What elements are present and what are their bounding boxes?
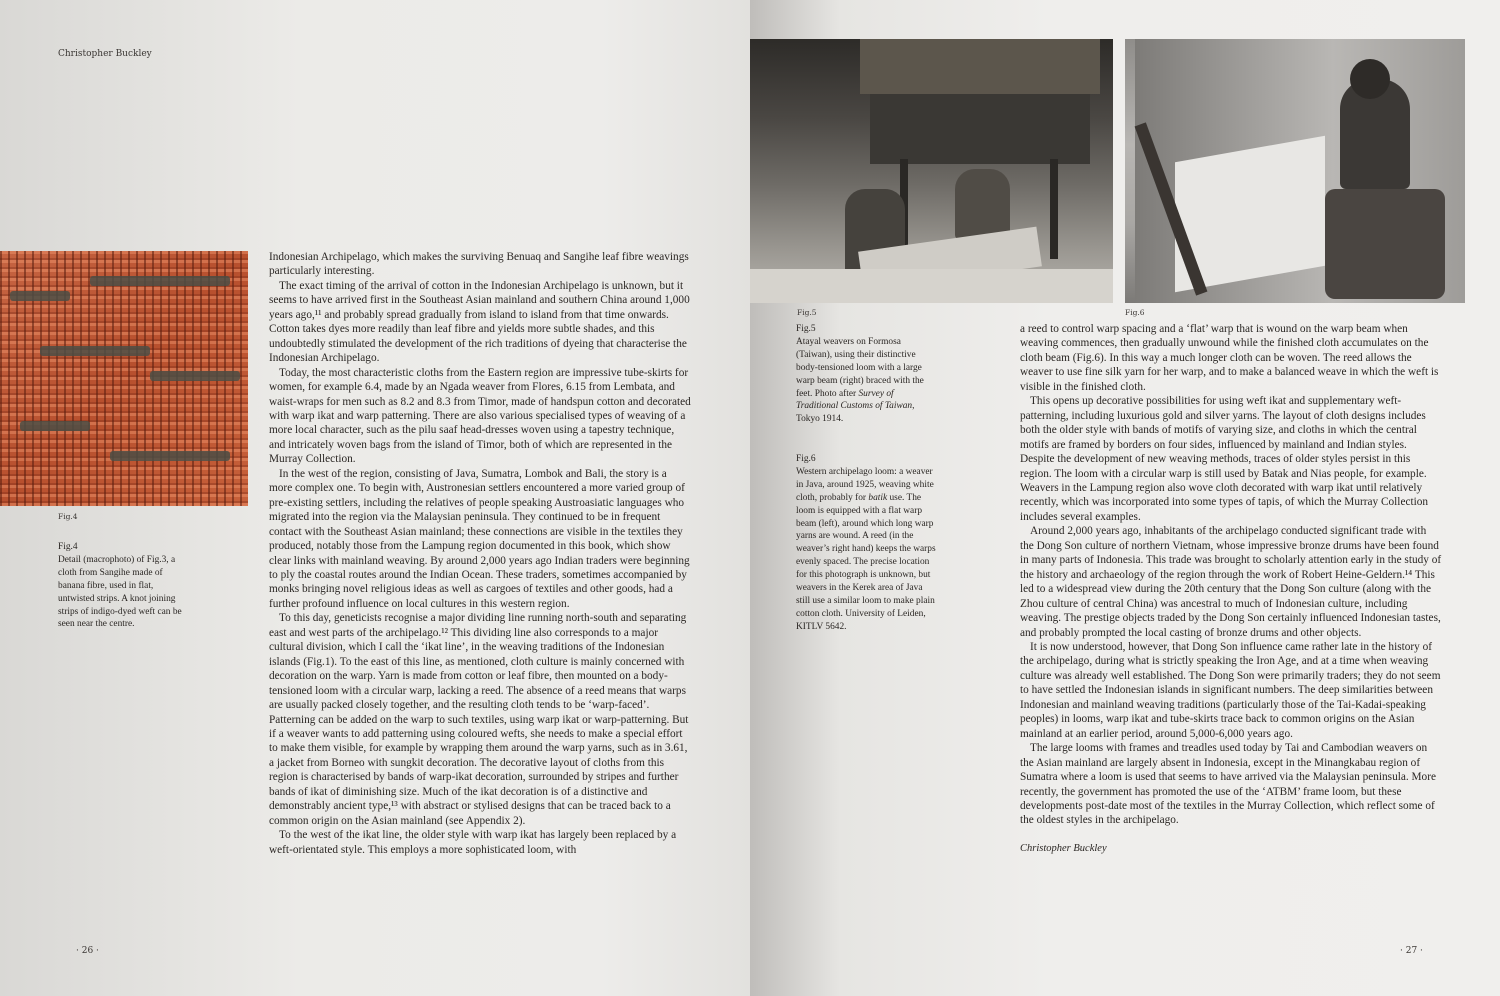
running-header: Christopher Buckley (58, 49, 152, 59)
page-number: · 27 · (1400, 946, 1423, 956)
fig5-photo (750, 39, 1113, 303)
fig4-caption-text: Detail (macrophoto) of Fig.3, a cloth from Sangihe made of banana fibre, used in flat, untwisted strips. A knot joining strips of indigo-dyed weft can be seen near the centre. (58, 554, 182, 630)
page-27 (750, 0, 1500, 996)
fig4-caption-number: Fig.4 (58, 542, 78, 552)
fig6-caption (796, 453, 936, 634)
fig4-caption (58, 541, 190, 631)
fig6-caption-text: Western archipelago loom: a weaver in Java, around 1925, weaving white cloth, probably for (796, 466, 934, 503)
fig6-photo (1125, 39, 1465, 303)
paragraph: The exact timing of the arrival of cotton in the Indonesian Archipelago is unknown, but it seems to have arrived first in the Southeast Asian mainland and southern China around 1,000 years ago,¹¹ and probably spread gradually from island to island from that time onwards. Cotton takes dyes more readily than leaf fibre and yields more subtle shades, and this undoubtedly stimulated the development of the rich traditions of dyeing that characterise the Indonesian Archipelago. (269, 279, 690, 365)
fig5-label: Fig.5 (797, 308, 817, 317)
fig6-caption-end: use. The loom is equipped with a flat warp beam (left), around which long warp yarns are wound. A reed (in the weaver’s right hand) keeps the warps evenly spaced. The precise location for this photograph is unknown, but weavers in the Kerek area of Java still use a similar loom to make plain cotton cloth. University of Leiden, KITLV 5642. (796, 492, 936, 632)
page-number: · 26 · (76, 946, 99, 956)
fig5-caption-number: Fig.5 (796, 324, 816, 334)
left-body-text (269, 250, 691, 857)
paragraph: In the west of the region, consisting of Java, Sumatra, Lombok and Bali, the story is a more complex one. To begin with, Austronesian settlers encountered a more varied group of pre-existing settlers, including the relatives of people speaking Austroasiatic languages who migrated into the region via the Malaysian peninsula. They continued to be in frequent contact with the Southeast Asian mainland; these connections are visible in the textiles they produced, notably those from the Lampung region documented in this book, which show clear links with mainland weaving. By around 2,000 years ago Indian traders were beginning to ply the coastal routes around the Indian Ocean. These traders, sometimes accompanied by monks bringing novel religious ideas as well as cargoes of textiles and other goods, had a further profound influence on local cultures in this western region. (269, 467, 690, 610)
fig6-caption-number: Fig.6 (796, 454, 816, 464)
paragraph: Around 2,000 years ago, inhabitants of the archipelago conducted significant trade with the Dong Son culture of northern Vietnam, whose impressive bronze drums have been found in many parts of Indonesia. This trade was brought to scholarly attention early in the study of the history and archaeology of the region through the work of Robert Heine-Geldern.¹⁴ This led to a widespread view during the 20th century that the Dong Son culture (along with the Zhou culture of central China) was ancestral to much of Indonesian culture, including weaving. The prestige objects traded by the Dong Son certainly influenced Indonesian tastes, and probably prompted the local casting of bronze drums and other objects. (1020, 525, 1442, 639)
paragraph: This opens up decorative possibilities for using weft ikat and supplementary weft-patterning, including luxurious gold and silver yarns. The layout of cloth designs includes both the older style with bands of motifs of varying size, and cloths in which the central motifs are framed by borders on four sides, influenced by mainland and Indian styles. Despite the development of new weaving methods, traces of older styles persist in this region. The loom with a circular warp is still used by Batak and Nias people, for example. Weavers in the Lampung region also wove cloth decorated with warp ikat until relatively recently, which was incorporated into some types of tapis, of which the Murray Collection includes several examples. (1020, 395, 1429, 523)
right-body-text (1020, 322, 1442, 856)
fig4-photo (0, 251, 248, 506)
author-signature: Christopher Buckley (1020, 842, 1107, 854)
paragraph: Today, the most characteristic cloths from the Eastern region are impressive tube-skirts for women, for example 6.4, made by an Ngada weaver from Flores, 6.15 from Lembata, and waist-wraps for men such as 8.2 and 8.3 from Timor, made of handspun cotton and decorated with warp ikat and warp patterning. There are also various specialised types of weaving of a more local character, such as the pilu saaf head-dresses woven using a tapestry technique, and intricately woven bags from the island of Timor, both of which are represented in the Murray Collection. (269, 366, 691, 466)
paragraph: a reed to control warp spacing and a ‘flat’ warp that is wound on the warp beam when weaving commences, then gradually unwound while the finished cloth accumulates on the cloth beam (Fig.6). In this way a much longer cloth can be woven. The reed allows the weaver to use fine silk yarn for her warp, and to make a balanced weave in which the weft is visible in the finished cloth. (1020, 323, 1439, 393)
paragraph: To this day, geneticists recognise a major dividing line running north-south and separating east and west parts of the archipelago.¹² This dividing line also corresponds to a major cultural division, which I call the ‘ikat line’, in the weaving traditions of the Indonesian islands (Fig.1). To the east of this line, as mentioned, cloth culture is mainly concerned with decoration on the warp. Yarn is made from cotton or leaf fibre, then mounted on a body-tensioned loom with a circular warp, lacking a reed. The absence of a reed means that warps are usually packed closely together, and the resulting cloth tends to be ‘warp-faced’. Patterning can be added on the warp to such textiles, using warp ikat or warp-patterning. But if a weaver wants to add patterning using coloured wefts, she needs to make a special effort to make them visible, for example by wrapping them around the warp yarns, such as in 3.61, a jacket from Borneo with sungkit decoration. The decorative layout of cloths from this region is characterised by bands of warp-ikat decoration, surrounded by stripes and further bands of ikat of diminishing size. Much of the ikat decoration is of a distinctive and demonstrably ancient type,¹³ with abstract or stylised designs that can be traced back to a common origin on the Asian mainland (see Appendix 2). (269, 612, 689, 827)
fig4-label: Fig.4 (58, 512, 78, 521)
paragraph: The large looms with frames and treadles used today by Tai and Cambodian weavers on the Asian mainland are largely absent in Indonesia, except in the Minangkabau region of Sumatra where a loom is used that seems to have arrived via the Malaysian peninsula. More recently, the government has promoted the use of the ‘ATBM’ frame loom, but these developments post-date most of the textiles in the Murray Collection, which reflect some of the oldest styles in the archipelago. (1020, 742, 1436, 827)
paragraph: It is now understood, however, that Dong Son influence came rather late in the history of the archipelago, during what is strictly speaking the Iron Age, and at a time when weaving culture was already well established. The Dong Son were primarily traders; they do not seem to have settled the Indonesian islands in significant numbers. The deep similarities between Indonesian and mainland weaving traditions (particularly those of the Tai-Kadai-speaking peoples) in looms, warp ikat and tube-skirts trace back to common origins on the Asian mainland at an earlier period, around 5,000-6,000 years ago. (1020, 640, 1441, 740)
fig5-caption-end: , Tokyo 1914. (796, 401, 915, 425)
fig6-caption-emphasis: batik (868, 492, 888, 503)
paragraph: To the west of the ikat line, the older style with warp ikat has largely been replaced by a weft-orientated style. This employs a more sophisticated loom, with (269, 829, 677, 856)
fig5-caption (796, 323, 934, 426)
fig6-label: Fig.6 (1125, 308, 1145, 317)
paragraph: Indonesian Archipelago, which makes the surviving Benuaq and Sangihe leaf fibre weavings particularly interesting. (269, 251, 689, 278)
fig5-caption-title: Survey of Traditional Customs of Taiwan (796, 388, 913, 412)
fig5-caption-text: Atayal weavers on Formosa (Taiwan), using their distinctive body-tensioned loom with a large warp beam (right) braced with the feet. Photo after (796, 336, 924, 399)
